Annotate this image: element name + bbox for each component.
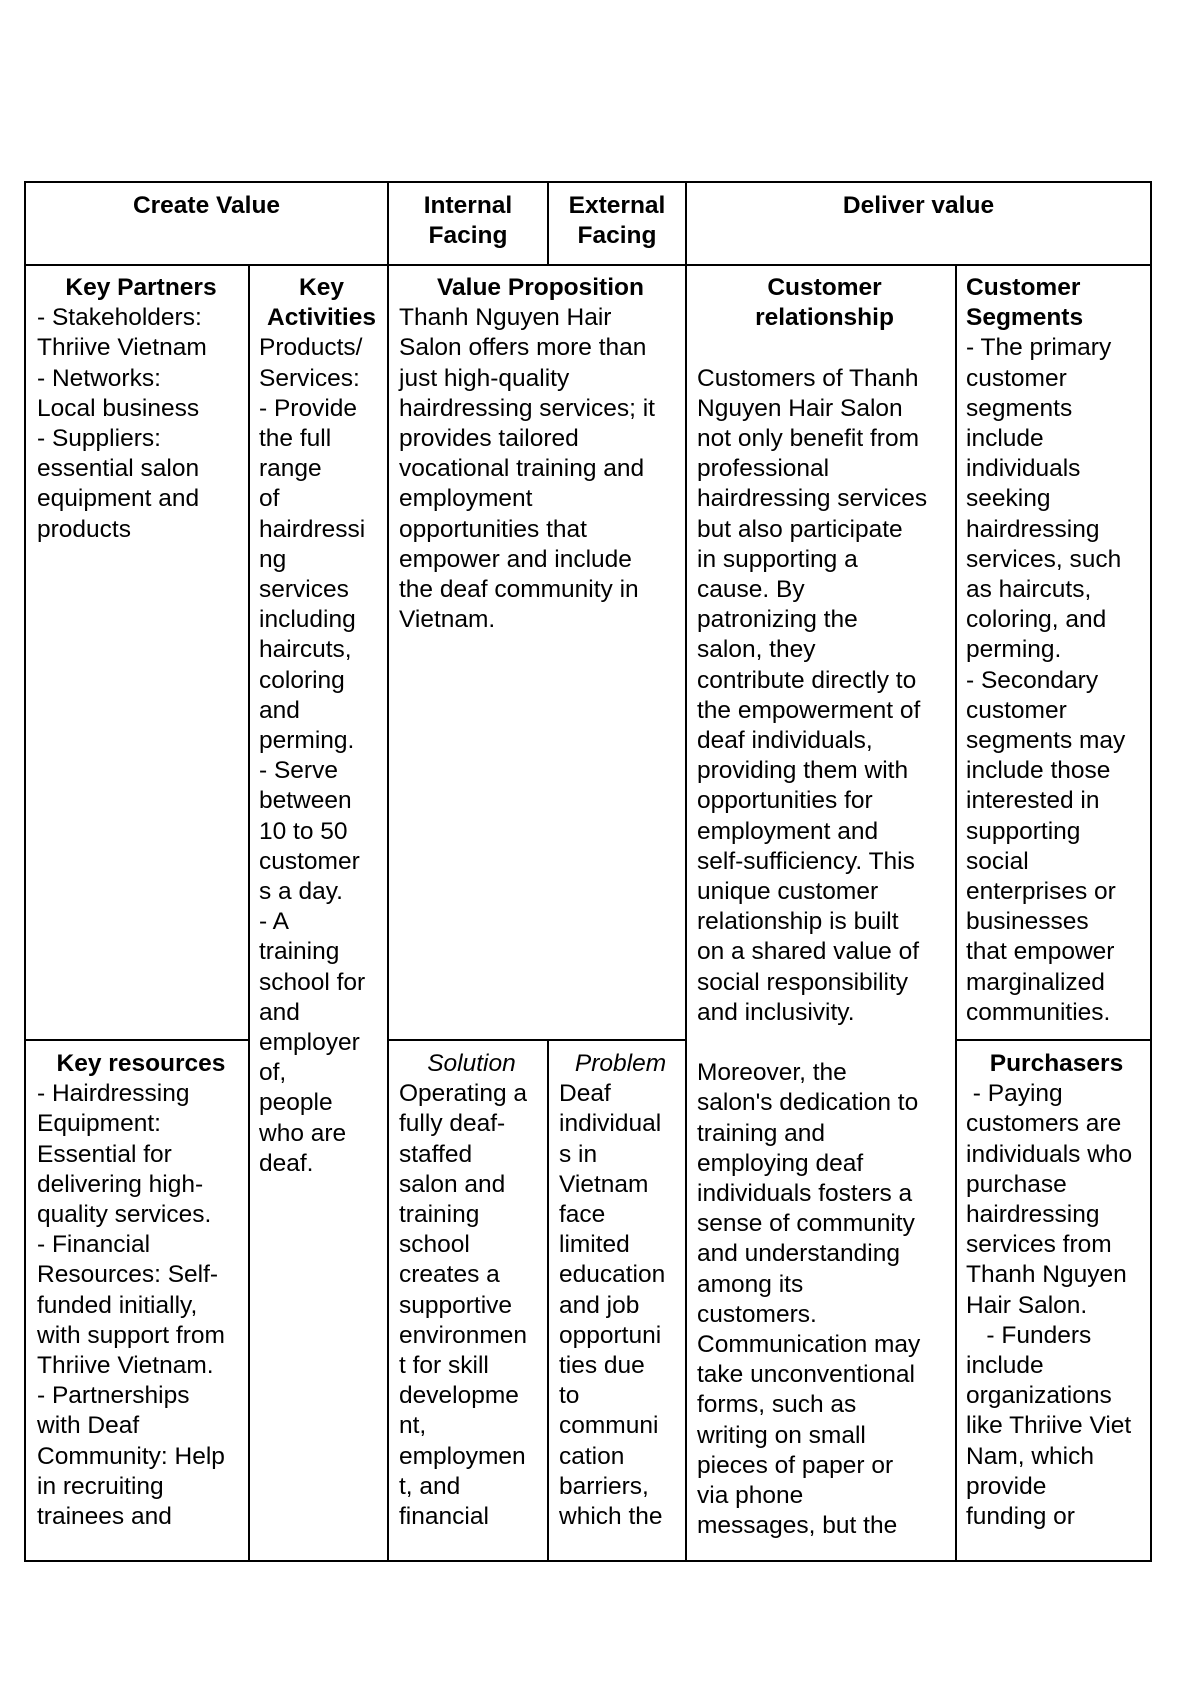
- text-line: opportunities for: [697, 787, 873, 815]
- purchasers-cell: [957, 1049, 1150, 1562]
- text-line: and inclusivity.: [697, 998, 855, 1026]
- text-line: not only benefit from: [697, 425, 919, 452]
- text-line: cause. By: [697, 576, 805, 604]
- header-create-value: [26, 191, 387, 221]
- text-line: - Secondary: [966, 666, 1099, 694]
- text-line: of,: [259, 1059, 287, 1087]
- text-line: include: [966, 425, 1044, 453]
- value-proposition-cell: [389, 273, 685, 1039]
- text-line: Vietnam: [559, 1170, 649, 1198]
- text-line: individuals: [966, 455, 1081, 483]
- text-line: opportuni: [559, 1321, 662, 1349]
- customer-relationship-title: relationship: [755, 304, 894, 332]
- text-line: services: [259, 576, 349, 604]
- text-line: - Funders: [966, 1321, 1092, 1349]
- header-deliver-value-text: Deliver value: [842, 192, 995, 219]
- text-line: ties due: [559, 1352, 645, 1380]
- text-line: communities.: [966, 998, 1111, 1026]
- text-line: barriers,: [559, 1472, 649, 1500]
- text-line: face: [559, 1201, 606, 1229]
- text-line: purchase: [966, 1170, 1067, 1198]
- text-line: s a day.: [259, 878, 343, 906]
- text-line: of: [259, 485, 280, 513]
- purchasers-title: Purchasers: [989, 1050, 1124, 1077]
- text-line: training and: [697, 1119, 826, 1147]
- text-line: Products/: [259, 334, 363, 362]
- text-line: Operating a: [399, 1080, 528, 1108]
- text-line: staffed: [399, 1140, 473, 1168]
- text-line: with Deaf: [37, 1412, 140, 1440]
- text-line: Salon offers more than: [399, 334, 647, 362]
- text-line: Thriive Vietnam.: [37, 1352, 214, 1380]
- text-line: t, and: [399, 1472, 461, 1500]
- text-line: salon, they: [697, 636, 816, 664]
- text-line: customers.: [697, 1300, 817, 1328]
- text-line: Thanh Nguyen Hair: [399, 304, 612, 332]
- text-line: - Paying: [966, 1080, 1063, 1108]
- text-line: that empower: [966, 938, 1115, 966]
- text-line: - Partnerships: [37, 1382, 190, 1410]
- text-line: individuals who: [966, 1140, 1133, 1168]
- text-line: employment and: [697, 817, 879, 845]
- text-line: customer: [259, 847, 360, 875]
- text-line: environmen: [399, 1321, 528, 1349]
- key-activities-title: Key: [299, 274, 344, 301]
- text-line: like Thriive Viet: [966, 1412, 1132, 1440]
- text-line: Local business: [37, 394, 200, 422]
- text-line: deaf individuals,: [697, 727, 873, 755]
- text-line: haircuts,: [259, 636, 352, 664]
- text-line: provides tailored: [399, 425, 579, 453]
- text-line: messages, but the: [697, 1512, 898, 1540]
- text-line: deaf.: [259, 1149, 314, 1177]
- text-line: hairdressing: [966, 515, 1100, 543]
- text-line: and: [259, 998, 300, 1026]
- text-line: salon and: [399, 1170, 506, 1198]
- text-line: supportive: [399, 1291, 513, 1319]
- text-line: organizations: [966, 1382, 1112, 1410]
- divider: [26, 264, 1150, 266]
- text-line: funded initially,: [37, 1291, 198, 1319]
- text-line: hairdressing services; it: [399, 394, 655, 422]
- text-line: pieces of paper or: [697, 1451, 894, 1479]
- text-line: take unconventional: [697, 1361, 915, 1389]
- text-line: - Hairdressing: [37, 1080, 190, 1108]
- text-line: employment: [399, 485, 533, 513]
- header-create-value-text: Create Value: [132, 192, 281, 219]
- text-line: Hair Salon.: [966, 1291, 1088, 1319]
- text-line: just high-quality: [399, 364, 570, 392]
- text-line: perming.: [966, 636, 1062, 664]
- key-resources-cell: [26, 1049, 248, 1562]
- header-text: External: [568, 192, 666, 219]
- text-line: - A: [259, 908, 289, 936]
- text-line: products: [37, 515, 131, 543]
- text-line: people: [259, 1089, 333, 1117]
- text-line: Thanh Nguyen: [966, 1261, 1127, 1289]
- key-partners-cell: [26, 273, 248, 1039]
- text-line: enterprises or: [966, 878, 1116, 906]
- text-line: cation: [559, 1442, 625, 1470]
- text-line: who are: [259, 1119, 347, 1147]
- customer-relationship-title: Customer: [767, 274, 882, 301]
- text-line: - Financial: [37, 1231, 151, 1259]
- text-line: employer: [259, 1029, 360, 1057]
- spacer: [697, 1028, 952, 1058]
- text-line: professional: [697, 455, 830, 483]
- header-deliver-value: [687, 191, 1150, 221]
- text-line: relationship is built: [697, 908, 899, 936]
- text-line: include those: [966, 757, 1111, 785]
- text-line: which the: [559, 1503, 663, 1531]
- text-line: range: [259, 455, 322, 483]
- solution-title: Solution: [427, 1050, 516, 1077]
- customer-segments-cell: [957, 273, 1150, 1039]
- text-line: the deaf community in: [399, 576, 639, 604]
- text-line: services from: [966, 1231, 1112, 1259]
- text-line: fully deaf-: [399, 1110, 506, 1138]
- header-text: Facing: [428, 222, 508, 249]
- text-line: hairdressing: [966, 1201, 1100, 1229]
- text-line: creates a: [399, 1261, 500, 1289]
- text-line: unique customer: [697, 878, 879, 906]
- business-model-canvas: [24, 181, 1152, 1562]
- text-line: Moreover, the: [697, 1059, 847, 1087]
- text-line: and job: [559, 1291, 640, 1319]
- text-line: - Serve: [259, 757, 338, 785]
- text-line: as haircuts,: [966, 576, 1092, 604]
- text-line: training: [399, 1201, 480, 1229]
- text-line: customer: [966, 364, 1067, 392]
- text-line: - Stakeholders:: [37, 304, 202, 332]
- text-line: providing them with: [697, 757, 909, 785]
- text-line: financial: [399, 1503, 489, 1531]
- text-line: customer: [966, 696, 1067, 724]
- key-activities-cell: [250, 273, 387, 1562]
- divider: [387, 1039, 685, 1041]
- text-line: social: [966, 847, 1029, 875]
- text-line: to: [559, 1382, 580, 1410]
- text-line: and: [259, 696, 300, 724]
- text-line: Essential for: [37, 1140, 172, 1168]
- text-line: customers are: [966, 1110, 1122, 1138]
- text-line: Community: Help: [37, 1442, 225, 1470]
- text-line: on a shared value of: [697, 938, 920, 966]
- header-external-facing: [549, 191, 685, 251]
- text-line: t for skill: [399, 1352, 489, 1380]
- text-line: but also participate: [697, 515, 903, 543]
- text-line: hairdressi: [259, 515, 366, 543]
- text-line: and understanding: [697, 1240, 900, 1268]
- key-activities-title: Activities: [267, 304, 376, 332]
- text-line: trainees and: [37, 1503, 172, 1531]
- text-line: services, such: [966, 545, 1122, 573]
- text-line: Thriive Vietnam: [37, 334, 207, 362]
- text-line: social responsibility: [697, 968, 909, 996]
- text-line: essential salon: [37, 455, 200, 483]
- text-line: hairdressing services: [697, 485, 928, 513]
- text-line: ng: [259, 545, 287, 573]
- text-line: vocational training and: [399, 455, 645, 483]
- text-line: s in: [559, 1140, 598, 1168]
- text-line: opportunities that: [399, 515, 587, 543]
- text-line: training: [259, 938, 340, 966]
- text-line: education: [559, 1261, 666, 1289]
- text-line: - Suppliers:: [37, 425, 161, 453]
- text-line: interested in: [966, 787, 1100, 815]
- text-line: between: [259, 787, 352, 815]
- text-line: the empowerment of: [697, 696, 921, 724]
- text-line: contribute directly to: [697, 666, 917, 694]
- text-line: employmen: [399, 1442, 526, 1470]
- text-line: employing deaf: [697, 1149, 864, 1177]
- text-line: Nguyen Hair Salon: [697, 394, 903, 422]
- customer-segments-title: Customer: [966, 274, 1081, 301]
- text-line: school: [399, 1231, 470, 1259]
- value-proposition-title: Value Proposition: [437, 274, 644, 301]
- text-line: in recruiting: [37, 1472, 164, 1500]
- text-line: nt,: [399, 1412, 427, 1440]
- customer-segments-title: Segments: [966, 304, 1084, 332]
- text-line: segments: [966, 394, 1073, 422]
- text-line: coloring, and: [966, 606, 1107, 634]
- key-resources-title: Key resources: [56, 1050, 226, 1077]
- text-line: Deaf: [559, 1080, 611, 1108]
- text-line: Communication may: [697, 1331, 921, 1359]
- divider: [26, 1039, 248, 1041]
- header-internal-facing: [389, 191, 547, 251]
- text-line: self-sufficiency. This: [697, 847, 915, 875]
- text-line: the full: [259, 425, 332, 453]
- text-line: Vietnam.: [399, 606, 496, 634]
- text-line: individuals fosters a: [697, 1180, 913, 1208]
- key-partners-title: Key Partners: [65, 274, 217, 301]
- text-line: Services:: [259, 364, 360, 392]
- text-line: - Networks:: [37, 364, 161, 392]
- text-line: 10 to 50: [259, 817, 348, 845]
- problem-cell: [549, 1049, 685, 1562]
- text-line: writing on small: [697, 1421, 866, 1449]
- header-text: Facing: [577, 222, 657, 249]
- text-line: in supporting a: [697, 545, 858, 573]
- text-line: forms, such as: [697, 1391, 857, 1419]
- text-line: Customers of Thanh: [697, 364, 919, 392]
- text-line: developme: [399, 1382, 519, 1410]
- text-line: - The primary: [966, 334, 1112, 362]
- divider: [955, 1039, 1150, 1041]
- text-line: sense of community: [697, 1210, 915, 1238]
- solution-cell: [389, 1049, 547, 1562]
- text-line: funding or: [966, 1503, 1075, 1531]
- text-line: Resources: Self-: [37, 1261, 219, 1289]
- text-line: with support from: [37, 1321, 225, 1349]
- text-line: businesses: [966, 908, 1089, 936]
- text-line: school for: [259, 968, 366, 996]
- text-line: empower and include: [399, 545, 632, 573]
- problem-title: Problem: [574, 1050, 667, 1077]
- text-line: delivering high-: [37, 1170, 204, 1198]
- text-line: perming.: [259, 727, 355, 755]
- text-line: via phone: [697, 1482, 804, 1510]
- text-line: quality services.: [37, 1201, 212, 1229]
- text-line: - Provide: [259, 394, 358, 422]
- text-line: segments may: [966, 727, 1126, 755]
- text-line: Nam, which: [966, 1442, 1094, 1470]
- text-line: communi: [559, 1412, 659, 1440]
- text-line: limited: [559, 1231, 630, 1259]
- text-line: marginalized: [966, 968, 1105, 996]
- customer-relationship-cell: [687, 273, 955, 1562]
- text-line: include: [966, 1352, 1044, 1380]
- text-line: equipment and: [37, 485, 200, 513]
- text-line: provide: [966, 1472, 1047, 1500]
- text-line: patronizing the: [697, 606, 858, 634]
- text-line: among its: [697, 1270, 804, 1298]
- text-line: including: [259, 606, 356, 634]
- text-line: individual: [559, 1110, 662, 1138]
- header-text: Internal: [423, 192, 513, 219]
- text-line: Equipment:: [37, 1110, 161, 1138]
- text-line: coloring: [259, 666, 345, 694]
- text-line: supporting: [966, 817, 1081, 845]
- text-line: salon's dedication to: [697, 1089, 919, 1117]
- spacer: [697, 333, 952, 363]
- text-line: seeking: [966, 485, 1051, 513]
